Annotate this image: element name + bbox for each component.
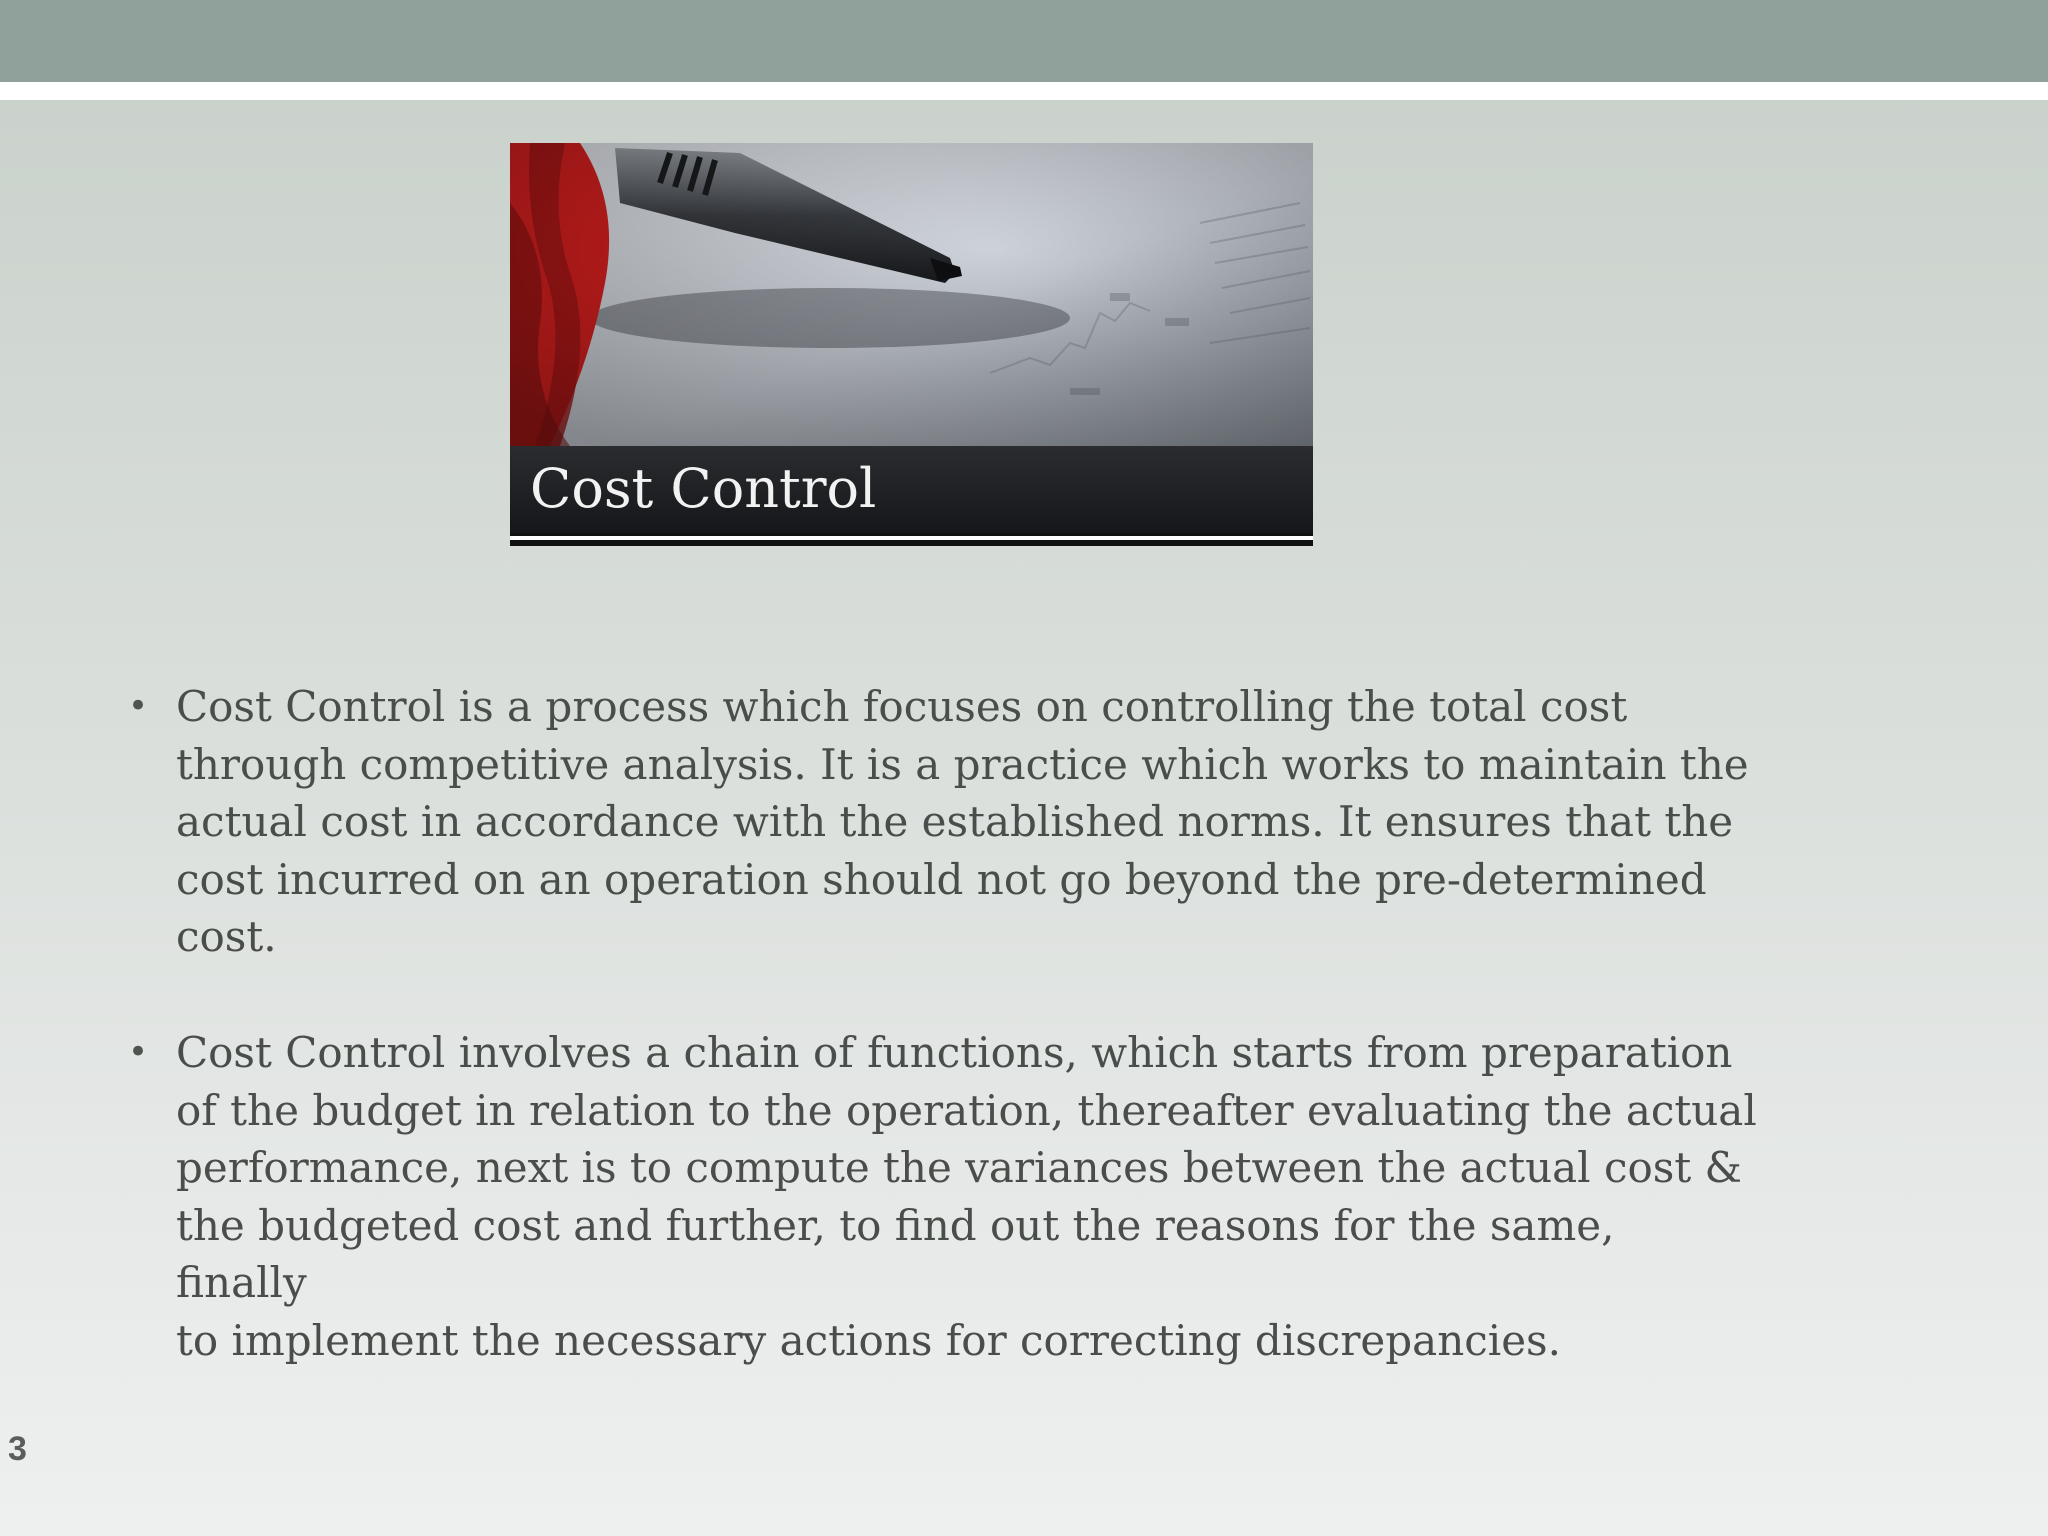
bullet-line: Cost Control is a process which focuses on controlling the total cost bbox=[176, 682, 1628, 731]
header-band bbox=[0, 0, 2048, 82]
bullet-line: the budgeted cost and further, to find out the reasons for the same, finally bbox=[176, 1200, 1615, 1308]
cost-control-image bbox=[510, 143, 1313, 546]
bullet-line: to implement the necessary actions for correcting discrepancies. bbox=[176, 1315, 1561, 1365]
bullet-line: cost. bbox=[176, 912, 277, 962]
bullet-line: Cost Control involves a chain of functions, which starts from preparation bbox=[176, 1027, 1733, 1077]
image-underline bbox=[510, 536, 1313, 540]
bullet-line: cost incurred on an operation should not go beyond the pre-determined bbox=[176, 854, 1707, 904]
bullet-line: actual cost in accordance with the established norms. It ensures that the bbox=[176, 797, 1734, 847]
header-divider bbox=[0, 82, 2048, 100]
bullet-item bbox=[118, 1024, 1758, 1370]
bullet-line: of the budget in relation to the operation, thereafter evaluating the actual bbox=[176, 1085, 1757, 1135]
bullet-marker: • bbox=[128, 686, 149, 726]
bullet-marker: • bbox=[128, 1031, 149, 1072]
bullet-line: through competitive analysis. It is a practice which works to maintain the bbox=[176, 739, 1749, 789]
image-caption-bar bbox=[510, 446, 1313, 533]
bullet-line: performance, next is to compute the variances between the actual cost & bbox=[176, 1143, 1742, 1193]
pen-chart-illustration bbox=[510, 143, 1313, 446]
slide-number: 3 bbox=[8, 1430, 27, 1468]
image-caption: Cost Control bbox=[530, 457, 877, 520]
bullet-item bbox=[118, 678, 1758, 966]
bullet-list bbox=[118, 678, 1758, 1370]
